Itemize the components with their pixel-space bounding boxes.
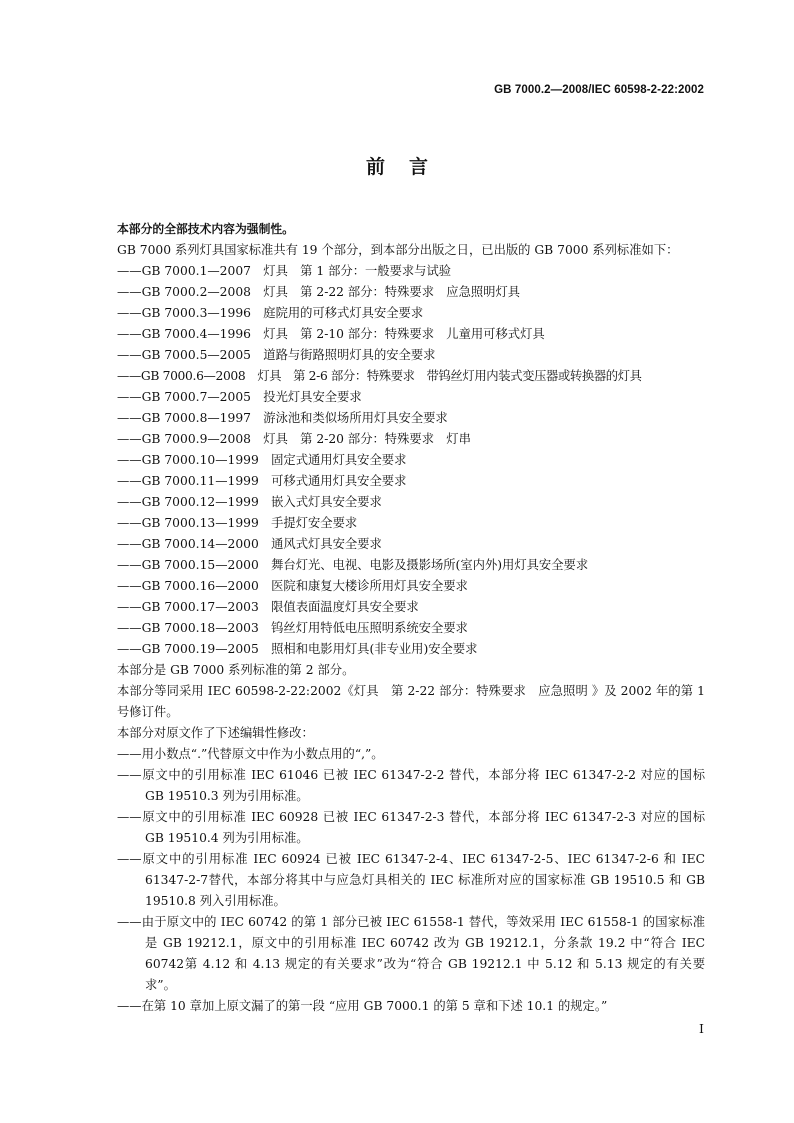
standard-item: ——GB 7000.13—1999 手提灯安全要求	[117, 516, 358, 530]
equivalence-statement: 本部分等同采用 IEC 60598-2-22:2002《灯具 第 2-22 部分：特殊要求 应急照明 》及 2002 年的第 1 号修订件。	[117, 684, 705, 719]
standard-item: ——GB 7000.15—2000 舞台灯光、电视、电影及摄影场所(室内外)用灯具安全要求	[117, 558, 589, 572]
standards-list	[117, 261, 705, 660]
standard-item: ——GB 7000.11—1999 可移式通用灯具安全要求	[117, 474, 407, 488]
standard-item: ——GB 7000.9—2008 灯具 第 2-20 部分：特殊要求 灯串	[117, 432, 471, 446]
edit-item: ——由于原文中的 IEC 60742 的第 1 部分已被 IEC 61558-1 替代，等效采用 IEC 61558-1 的国家标准是 GB 19212.1，原文中的引用标准 IEC 60742 改为 GB 19212.1，分条款 19.2 中“符合 IEC 60742第 4.12 和 4.13 规定的有关要求”改为“符合 GB 19212.1 中 5.12 和 5.13 规定的有关要求”。	[117, 915, 705, 992]
standard-item: ——GB 7000.17—2003 限值表面温度灯具安全要求	[117, 600, 419, 614]
edits-intro: 本部分对原文作了下述编辑性修改：	[117, 726, 314, 740]
standard-item: ——GB 7000.7—2005 投光灯具安全要求	[117, 390, 362, 404]
edit-item: ——用小数点“.”代替原文中作为小数点用的“,”。	[117, 747, 384, 761]
standard-item: ——GB 7000.10—1999 固定式通用灯具安全要求	[117, 453, 407, 467]
series-intro: GB 7000 系列灯具国家标准共有 19 个部分，到本部分出版之日，已出版的 GB 7000 系列标准如下：	[117, 243, 679, 257]
page-title: 前言	[365, 156, 452, 178]
standard-item: ——GB 7000.12—1999 嵌入式灯具安全要求	[117, 495, 382, 509]
edit-item: ——原文中的引用标准 IEC 60928 已被 IEC 61347-2-3 替代，本部分将 IEC 61347-2-3 对应的国标 GB 19510.4 列为引用标准。	[117, 810, 705, 845]
standard-item: ——GB 7000.1—2007 灯具 第 1 部分：一般要求与试验	[117, 264, 452, 278]
standard-item: ——GB 7000.14—2000 通风式灯具安全要求	[117, 537, 382, 551]
part-statement: 本部分是 GB 7000 系列标准的第 2 部分。	[117, 663, 355, 677]
page-number: I	[699, 1021, 704, 1036]
mandatory-statement: 本部分的全部技术内容为强制性。	[117, 222, 294, 236]
standard-item: ——GB 7000.4—1996 灯具 第 2-10 部分：特殊要求 儿童用可移式灯具	[117, 327, 545, 341]
standard-item: ——GB 7000.6—2008 灯具 第 2-6 部分：特殊要求 带钨丝灯用内装式变压器或转换器的灯具	[117, 369, 642, 383]
standard-item: ——GB 7000.19—2005 照相和电影用灯具(非专业用)安全要求	[117, 642, 478, 656]
standard-item: ——GB 7000.5—2005 道路与街路照明灯具的安全要求	[117, 348, 436, 362]
edit-item: ——原文中的引用标准 IEC 60924 已被 IEC 61347-2-4、IEC 61347-2-5、IEC 61347-2-6 和 IEC 61347-2-7替代，本部分将其中与应急灯具相关的 IEC 标准所对应的国家标准 GB 19510.5 和 GB 19510.8 列入引用标准。	[117, 852, 705, 908]
standard-item: ——GB 7000.3—1996 庭院用的可移式灯具安全要求	[117, 306, 424, 320]
standard-item: ——GB 7000.2—2008 灯具 第 2-22 部分：特殊要求 应急照明灯具	[117, 285, 521, 299]
foreword-body	[117, 219, 705, 1017]
document-header: GB 7000.2—2008/IEC 60598-2-22:2002	[494, 84, 704, 96]
edits-list	[117, 744, 705, 1017]
standard-item: ——GB 7000.18—2003 钨丝灯用特低电压照明系统安全要求	[117, 621, 468, 635]
standard-item: ——GB 7000.8—1997 游泳池和类似场所用灯具安全要求	[117, 411, 448, 425]
edit-item: ——在第 10 章加上原文漏了的第一段 “应用 GB 7000.1 的第 5 章和下述 10.1 的规定。”	[117, 999, 608, 1013]
standard-item: ——GB 7000.16—2000 医院和康复大楼诊所用灯具安全要求	[117, 579, 468, 593]
edit-item: ——原文中的引用标准 IEC 61046 已被 IEC 61347-2-2 替代，本部分将 IEC 61347-2-2 对应的国标 GB 19510.3 列为引用标准。	[117, 768, 705, 803]
